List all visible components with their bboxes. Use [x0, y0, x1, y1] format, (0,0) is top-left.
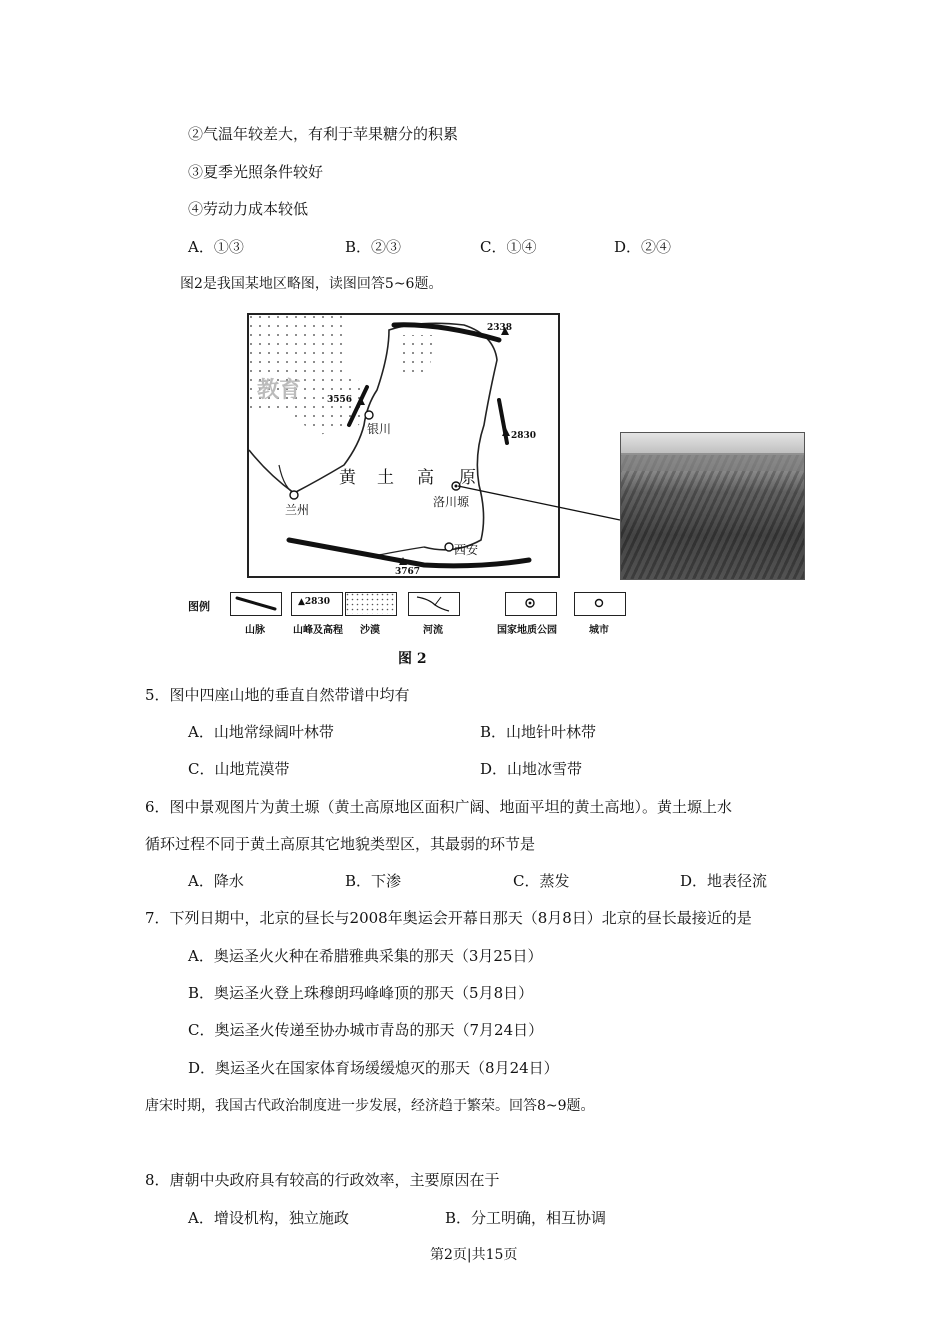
- city-xian-label: 西安: [454, 543, 479, 557]
- q4-option-c: C．①④: [480, 238, 537, 256]
- legend-title: 图例: [188, 600, 210, 613]
- q4-option-d: D．②④: [614, 238, 672, 256]
- q7-option-c: C．奥运圣火传递至协办城市青岛的那天（7月24日）: [188, 1021, 544, 1039]
- peak-2338-label: 2338: [487, 323, 513, 333]
- q5-stem: 5．图中四座山地的垂直自然带谱中均有: [145, 686, 410, 704]
- legend-label-river: 河流: [423, 625, 443, 636]
- region-char-4: 原: [459, 468, 476, 488]
- map-watermark: 教育: [257, 377, 302, 403]
- q6-stem-line2: 循环过程不同于黄土高原其它地貌类型区，其最弱的环节是: [145, 835, 536, 853]
- q8-option-b: B．分工明确，相互协调: [445, 1209, 607, 1227]
- q7-stem: 7．下列日期中，北京的昼长与2008年奥运会开幕日那天（8月8日）北京的昼长最接近的是: [145, 909, 752, 927]
- legend-city-box: [574, 592, 626, 616]
- q4-option-a: A．①③: [188, 238, 244, 256]
- q6-option-a: A．降水: [188, 872, 244, 890]
- q6-option-c: C．蒸发: [513, 872, 570, 890]
- legend-peak-sample: ▲2830: [298, 597, 330, 607]
- q5-option-c: C．山地荒漠带: [188, 760, 290, 778]
- legend-geopark-box: [505, 592, 557, 616]
- q6-option-d: D．地表径流: [680, 872, 768, 890]
- q6-stem-line1: 6．图中景观图片为黄土塬（黄土高原地区面积广阔、地面平坦的黄土高地）。黄土塬上水: [145, 798, 733, 816]
- q7-option-b: B．奥运圣火登上珠穆朗玛峰峰顶的那天（5月8日）: [188, 984, 534, 1002]
- city-lanzhou-label: 兰州: [285, 503, 310, 517]
- legend-river-box: [408, 592, 460, 616]
- q7-option-a: A．奥运圣火火种在希腊雅典采集的那天（3月25日）: [188, 947, 543, 965]
- peak-2830-label: 2830: [511, 431, 537, 441]
- q4-item-2: ②气温年较差大，有利于苹果糖分的积累: [188, 125, 459, 143]
- q4-option-b: B．②③: [345, 238, 402, 256]
- q5-option-b: B．山地针叶林带: [480, 723, 597, 741]
- legend-mountain-box: [230, 592, 282, 616]
- legend-label-geopark: 国家地质公园: [497, 625, 557, 636]
- legend-desert-box: [345, 592, 397, 616]
- q4-item-3: ③夏季光照条件较好: [188, 163, 324, 181]
- landscape-photo: [620, 432, 805, 580]
- figure-caption: 图 2: [398, 651, 427, 667]
- geopark-luochuan-label: 洛川塬: [433, 495, 470, 509]
- q8-stem: 8．唐朝中央政府具有较高的行政效率，主要原因在于: [145, 1171, 500, 1189]
- q5-option-d: D．山地冰雪带: [480, 760, 583, 778]
- peak-3767-label: 3767: [395, 567, 421, 577]
- intro-8-9: 唐宋时期，我国古代政治制度进一步发展，经济趋于繁荣。回答8~9题。: [145, 1098, 595, 1114]
- region-char-1: 黄: [339, 468, 356, 488]
- legend-label-desert: 沙漠: [360, 625, 380, 636]
- legend-label-mountain: 山脉: [245, 625, 265, 636]
- q8-option-a: A．增设机构，独立施政: [188, 1209, 349, 1227]
- q7-option-d: D．奥运圣火在国家体育场缓缓熄灭的那天（8月24日）: [188, 1059, 559, 1077]
- legend-label-peak: 山峰及高程: [293, 625, 343, 636]
- legend-peak-box: [291, 592, 343, 616]
- q6-option-b: B．下渗: [345, 872, 402, 890]
- city-yinchuan-label: 银川: [367, 422, 392, 436]
- region-char-3: 高: [417, 468, 434, 488]
- q4-item-4: ④劳动力成本较低: [188, 200, 309, 218]
- peak-3556-label: 3556: [327, 395, 353, 405]
- region-char-2: 土: [377, 468, 394, 488]
- page-footer: 第2页|共15页: [430, 1247, 518, 1263]
- intro-5-6: 图2是我国某地区略图，读图回答5~6题。: [180, 276, 443, 292]
- q5-option-a: A．山地常绿阔叶林带: [188, 723, 334, 741]
- legend-label-city: 城市: [589, 625, 609, 636]
